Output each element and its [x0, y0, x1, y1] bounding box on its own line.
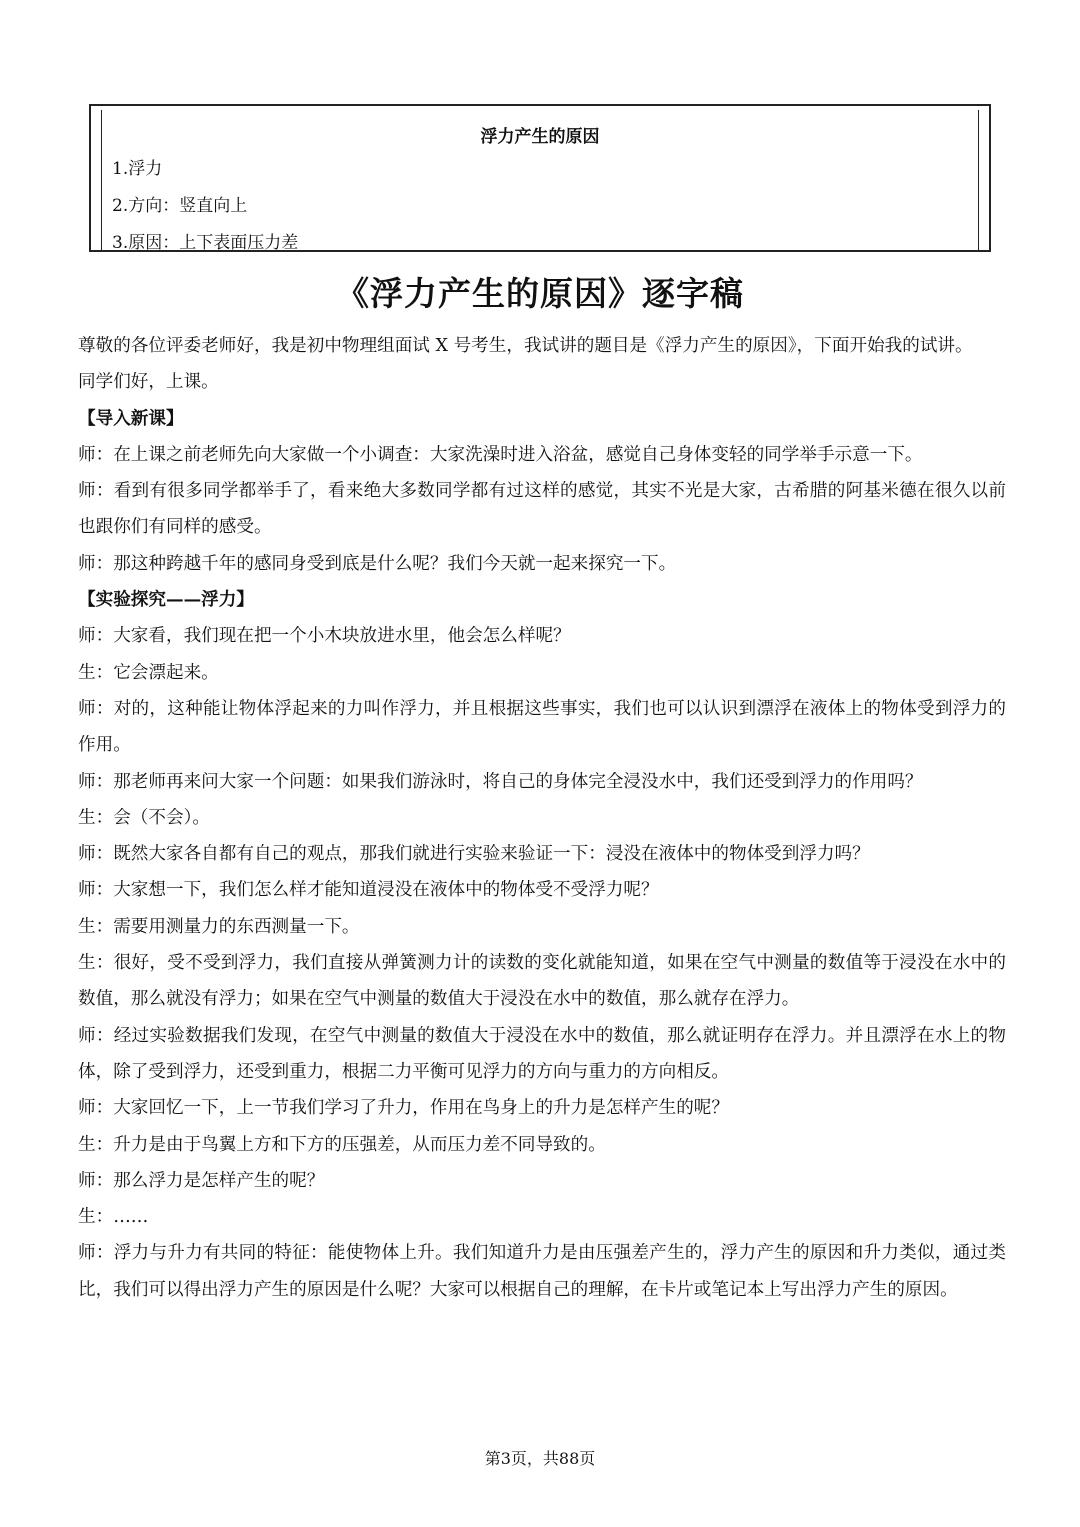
outline-inner-frame: [101, 110, 979, 253]
transcript-paragraph: 师：大家想一下，我们怎么样才能知道浸没在液体中的物体受不受浮力呢？: [78, 880, 659, 901]
transcript-paragraph: 师：经过实验数据我们发现，在空气中测量的数值大于浸没在水中的数值，那么就证明存在浮力。并且漂浮在水上的物体，除了受到浮力，还受到重力，根据二力平衡可见浮力的方向与重力的方向相反。: [78, 1025, 1006, 1082]
section-heading: 【导入新课】: [78, 407, 184, 429]
transcript-paragraph: 生：它会漂起来。: [78, 662, 219, 683]
outline-item: 2.方向：竖直向上: [112, 196, 248, 216]
transcript-paragraph: 师：既然大家各自都有自己的观点，那我们就进行实验来验证一下：浸没在液体中的物体受到浮力吗？: [78, 844, 870, 865]
transcript-paragraph: 师：浮力与升力有共同的特征：能使物体上升。我们知道升力是由压强差产生的，浮力产生的原因和升力类似，通过类比，我们可以得出浮力产生的原因是什么呢？大家可以根据自己的理解，在卡片或笔记本上写出浮力产生的原因。: [78, 1243, 1006, 1300]
transcript-paragraph: 师：在上课之前老师先向大家做一个小调查：大家洗澡时进入浴盆，感觉自己身体变轻的同学举手示意一下。: [78, 444, 923, 465]
document-title: 《浮力产生的原因》逐字稿: [336, 274, 744, 313]
outline-box: [89, 104, 991, 252]
transcript-paragraph: 师：那么浮力是怎样产生的呢？: [78, 1170, 325, 1191]
transcript-paragraph: 生：升力是由于鸟翼上方和下方的压强差，从而压力差不同导致的。: [78, 1134, 606, 1155]
transcript-body: [78, 328, 1006, 1308]
transcript-paragraph: 生：很好，受不受到浮力，我们直接从弹簧测力计的读数的变化就能知道，如果在空气中测量的数值等于浸没在水中的数值，那么就没有浮力；如果在空气中测量的数值大于浸没在水中的数值，那么就存在浮力。: [78, 953, 1006, 1010]
outline-title: 浮力产生的原因: [480, 127, 600, 147]
transcript-paragraph: 师：大家回忆一下，上一节我们学习了升力，作用在鸟身上的升力是怎样产生的呢？: [78, 1098, 729, 1119]
outline-item: 1.浮力: [112, 159, 163, 179]
transcript-paragraph: 师：对的，这种能让物体浮起来的力叫作浮力，并且根据这些事实，我们也可以认识到漂浮在液体上的物体受到浮力的作用。: [78, 698, 1006, 756]
transcript-paragraph: 师：大家看，我们现在把一个小木块放进水里，他会怎么样呢？: [78, 626, 571, 647]
transcript-paragraph: 同学们好，上课。: [78, 372, 219, 393]
transcript-paragraph: 师：那这种跨越千年的感同身受到底是什么呢？我们今天就一起来探究一下。: [78, 553, 677, 574]
transcript-paragraph: 尊敬的各位评委老师好，我是初中物理组面试 X 号考生，我试讲的题目是《浮力产生的原因》，下面开始我的试讲。: [78, 336, 973, 356]
transcript-paragraph: 生：……: [78, 1207, 149, 1228]
transcript-paragraph: 生：会（不会）。: [78, 807, 210, 828]
transcript-paragraph: 师：看到有很多同学都举手了，看来绝大多数同学都有过这样的感觉，其实不光是大家，古希腊的阿基米德在很久以前也跟你们有同样的感受。: [78, 481, 1006, 538]
page-number: 第3页，共88页: [484, 1449, 596, 1468]
transcript-paragraph: 师：那老师再来问大家一个问题：如果我们游泳时，将自己的身体完全浸没水中，我们还受到浮力的作用吗？: [78, 771, 923, 792]
section-heading: 【实验探究——浮力】: [78, 589, 254, 611]
transcript-paragraph: 生：需要用测量力的东西测量一下。: [78, 916, 360, 937]
outline-item: 3.原因：上下表面压力差: [112, 233, 299, 253]
